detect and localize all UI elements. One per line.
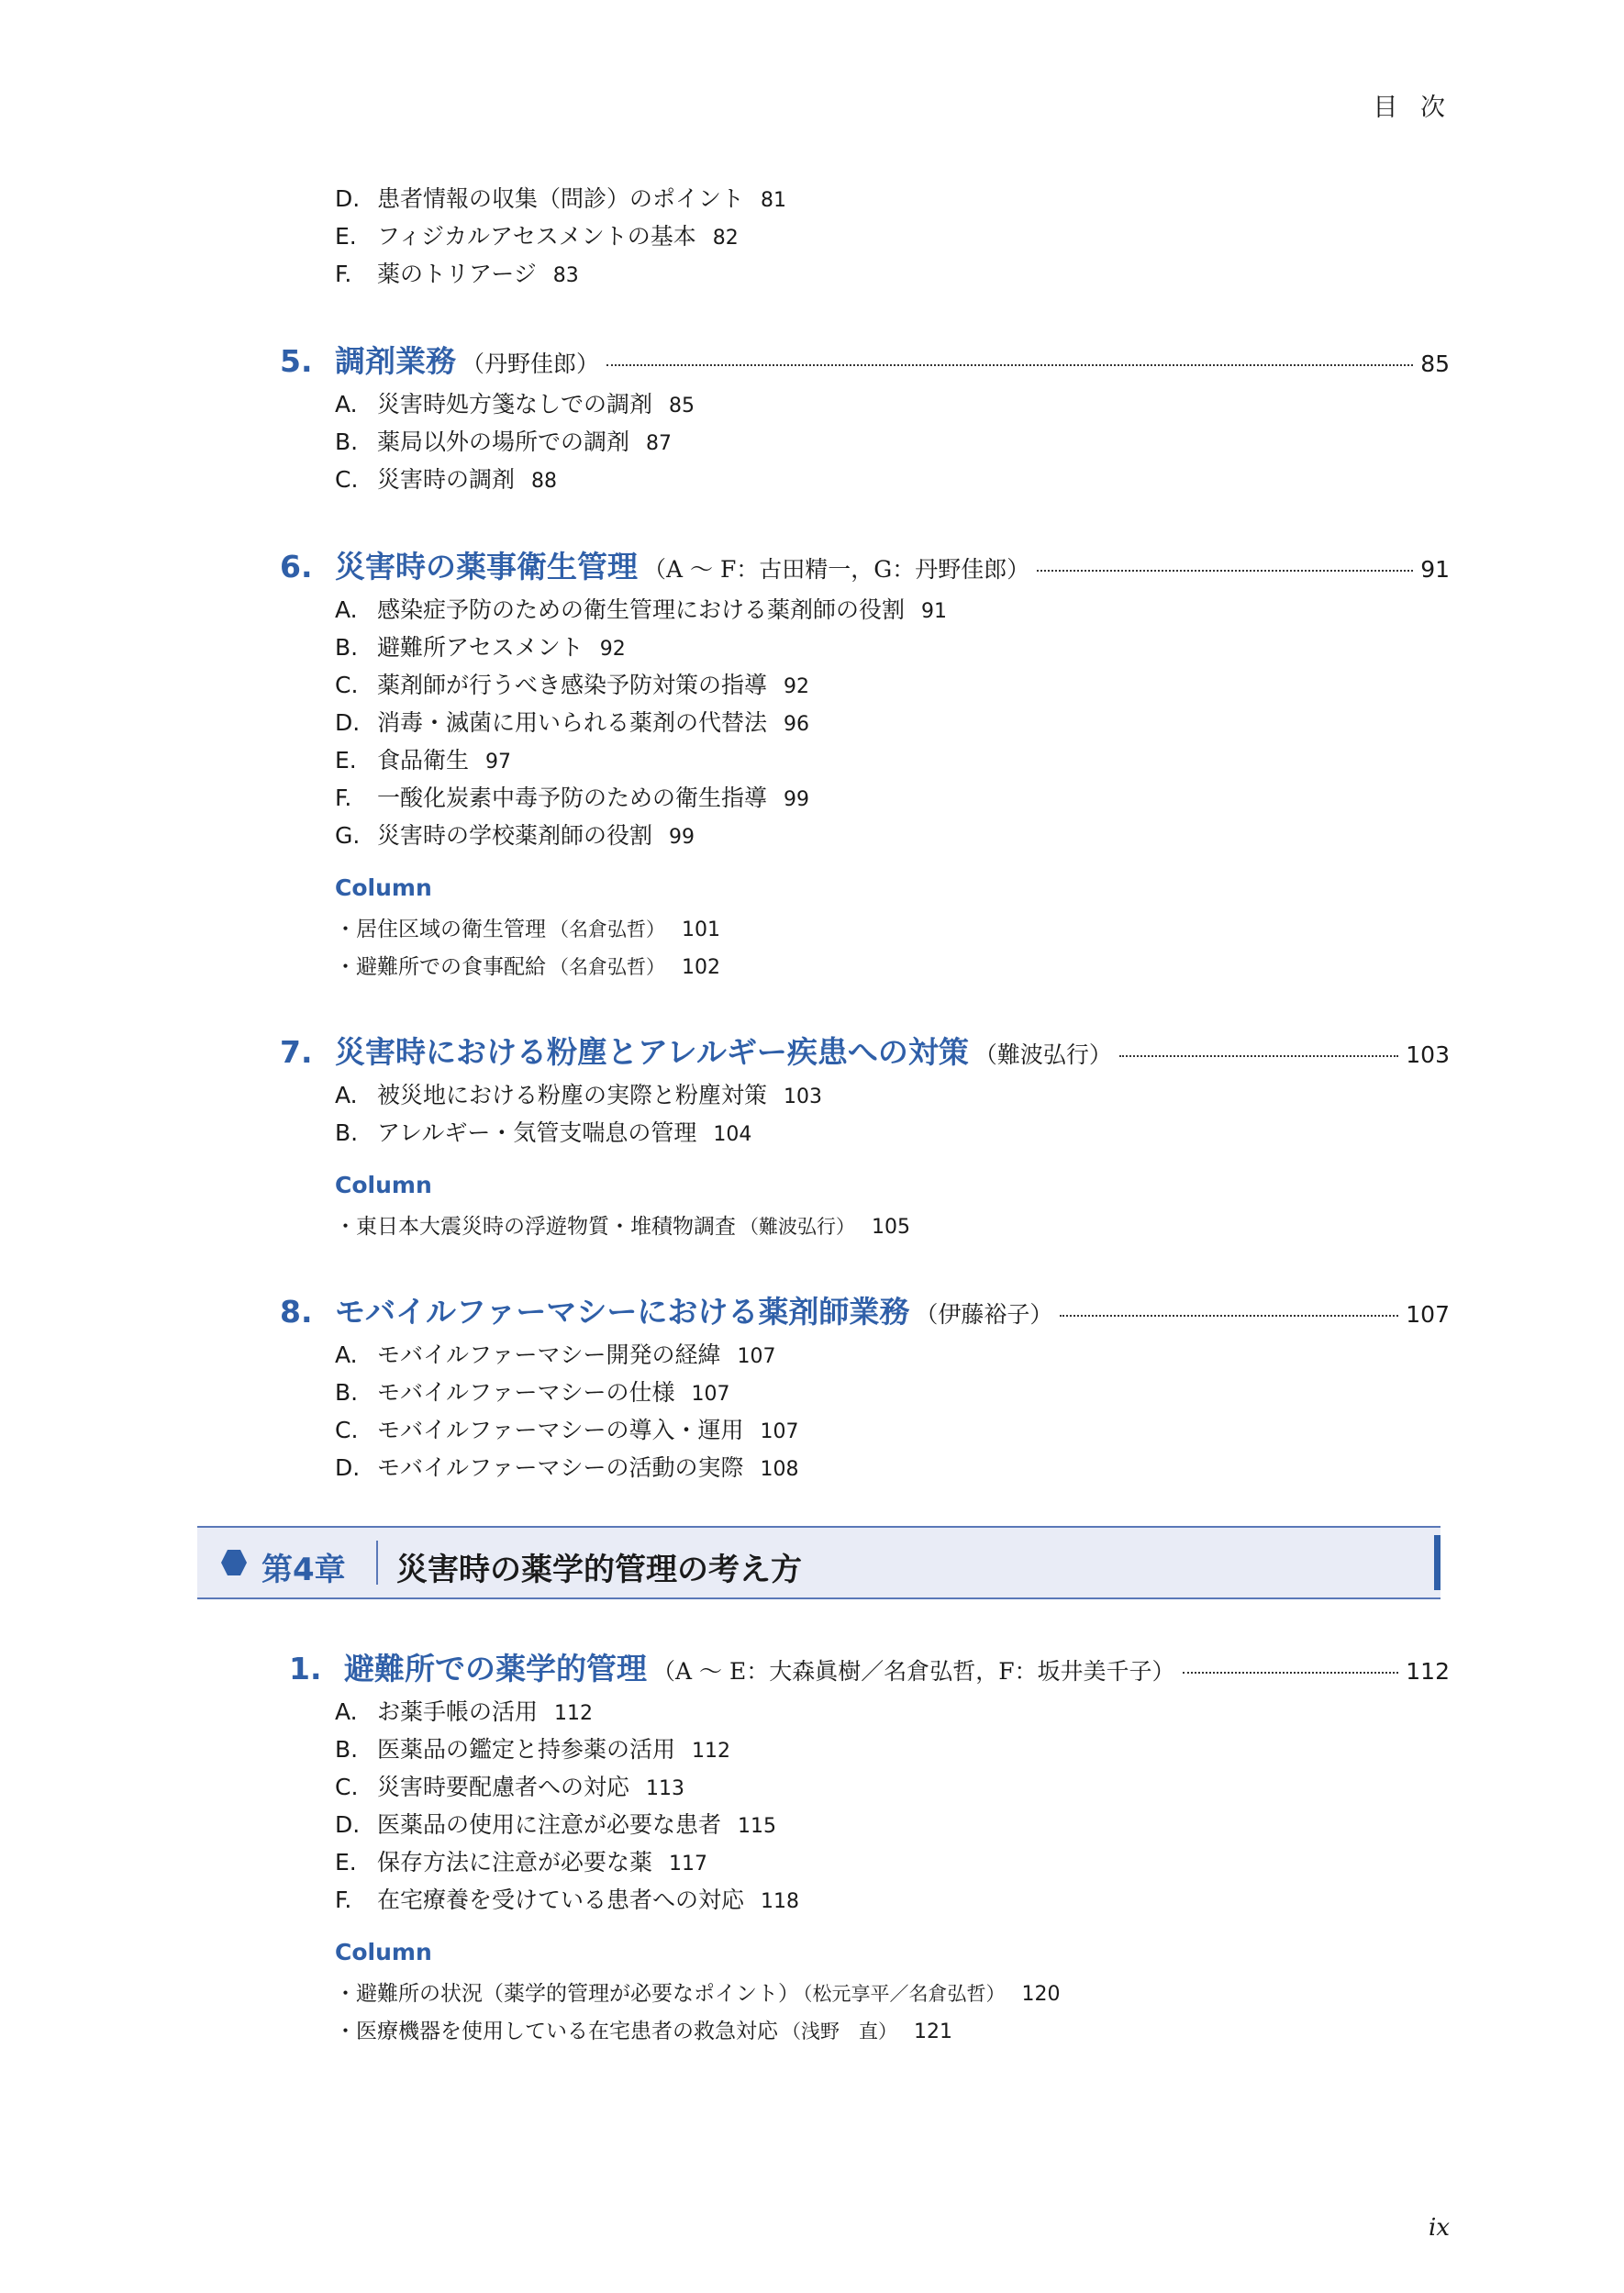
entry-page: 104 <box>713 1123 752 1146</box>
entry-label: A. <box>335 596 358 623</box>
column-item[interactable] <box>335 950 720 980</box>
section-title: 災害時の薬事衛生管理 <box>335 549 638 584</box>
entry-title: モバイルファーマシー開発の経緯 <box>377 1341 721 1368</box>
running-head: 目 次 <box>1373 94 1452 122</box>
section-heading-ch4-1[interactable] <box>289 1645 1450 1688</box>
section-author: （難波弘行） <box>973 1041 1112 1068</box>
entry-label: A. <box>335 391 358 417</box>
toc-entry[interactable] <box>335 598 947 622</box>
column-item-page: 121 <box>914 2020 952 2043</box>
entry-label: D. <box>335 709 361 736</box>
entry-label: A. <box>335 1698 358 1725</box>
column-item-page: 105 <box>872 1216 910 1239</box>
entry-title: 被災地における粉塵の実際と粉塵対策 <box>377 1082 768 1108</box>
entry-label: E. <box>335 223 357 250</box>
hexagon-marker-icon <box>221 1550 247 1575</box>
toc-entry[interactable] <box>335 1813 776 1837</box>
toc-entry[interactable] <box>335 187 786 211</box>
column-heading: Column <box>335 874 432 901</box>
entry-title: 一酸化炭素中毒予防のための衛生指導 <box>377 785 768 811</box>
section-page: 103 <box>1406 1041 1450 1068</box>
toc-entry[interactable] <box>335 393 695 417</box>
column-item[interactable] <box>335 2014 952 2044</box>
entry-title: 食品衛生 <box>377 747 470 774</box>
section-number: 5. <box>280 343 313 379</box>
page-number: ix <box>1429 2214 1450 2242</box>
toc-entry[interactable] <box>335 1419 799 1442</box>
entry-label: E. <box>335 1849 357 1876</box>
entry-label: A. <box>335 1082 358 1108</box>
entry-title: モバイルファーマシーの仕様 <box>377 1379 675 1406</box>
entry-page: 118 <box>761 1890 800 1913</box>
column-item-page: 102 <box>682 956 720 979</box>
entry-label: F. <box>335 785 352 811</box>
toc-entry[interactable] <box>335 824 695 848</box>
section-number: 1. <box>289 1651 322 1686</box>
entry-label: B. <box>335 1119 359 1146</box>
entry-page: 107 <box>691 1383 730 1406</box>
entry-label: E. <box>335 747 357 774</box>
toc-entry[interactable] <box>335 749 511 773</box>
entry-title: 保存方法に注意が必要な薬 <box>377 1849 653 1876</box>
entry-title: 避難所アセスメント <box>377 634 584 661</box>
column-item-title: ・避難所での食事配給 <box>335 955 546 979</box>
entry-page: 92 <box>599 638 626 661</box>
entry-title: 災害時処方箋なしでの調剤 <box>377 391 653 417</box>
entry-page: 99 <box>784 788 810 811</box>
entry-title: フィジカルアセスメントの基本 <box>377 223 696 250</box>
toc-entry[interactable] <box>335 673 809 697</box>
entry-title: 患者情報の収集（問診）のポイント <box>377 185 745 212</box>
entry-title: 薬のトリアージ <box>377 261 537 287</box>
chapter-number: 第4章 <box>261 1552 346 1588</box>
entry-label: C. <box>335 1774 359 1800</box>
column-item[interactable] <box>335 1209 910 1240</box>
section-heading-8[interactable] <box>280 1288 1450 1331</box>
entry-title: 薬剤師が行うべき感染予防対策の指導 <box>377 672 768 698</box>
chapter-heading-bar[interactable] <box>197 1526 1440 1599</box>
entry-label: G. <box>335 822 361 849</box>
section-number: 7. <box>280 1034 313 1070</box>
column-item-title: ・避難所の状況（薬学的管理が必要なポイント） <box>335 1982 799 2006</box>
entry-title: 医薬品の使用に注意が必要な患者 <box>377 1811 722 1838</box>
section-number: 8. <box>280 1294 313 1330</box>
column-item-author: （名倉弘哲） <box>550 918 665 941</box>
entry-title: 災害時要配慮者への対応 <box>377 1774 630 1800</box>
entry-title: 感染症予防のための衛生管理における薬剤師の役割 <box>377 596 906 623</box>
toc-entry[interactable] <box>335 1775 684 1799</box>
entry-title: 災害時の学校薬剤師の役割 <box>377 822 653 849</box>
chapter-end-bar <box>1434 1535 1440 1590</box>
toc-entry[interactable] <box>335 1084 822 1108</box>
entry-title: アレルギー・気管支喘息の管理 <box>377 1119 697 1146</box>
entry-title: モバイルファーマシーの活動の実際 <box>377 1454 744 1481</box>
column-item[interactable] <box>335 912 720 942</box>
entry-label: D. <box>335 1454 361 1481</box>
column-heading: Column <box>335 1939 432 1965</box>
section-title: 調剤業務 <box>335 343 456 379</box>
entry-label: C. <box>335 672 359 698</box>
section-author: （A ～ F：古田精一，G：丹野佳郎） <box>643 556 1030 583</box>
column-item-title: ・医療機器を使用している在宅患者の救急対応 <box>335 2020 778 2043</box>
column-item-author: （浅野 直） <box>782 2020 897 2043</box>
entry-label: C. <box>335 466 359 493</box>
toc-entry[interactable] <box>335 1343 776 1367</box>
toc-entry[interactable] <box>335 1700 593 1724</box>
entry-label: A. <box>335 1341 358 1368</box>
toc-entry[interactable] <box>335 1888 799 1912</box>
entry-label: B. <box>335 634 359 661</box>
entry-title: お薬手帳の活用 <box>377 1698 539 1725</box>
entry-title: 災害時の調剤 <box>377 466 516 493</box>
entry-page: 112 <box>554 1702 594 1725</box>
section-title: モバイルファーマシーにおける薬剤師業務 <box>335 1294 910 1330</box>
leader-dots <box>1037 570 1413 572</box>
entry-page: 81 <box>761 189 787 212</box>
leader-dots <box>1060 1315 1398 1317</box>
section-heading-5[interactable] <box>280 338 1450 381</box>
entry-page: 107 <box>737 1345 776 1368</box>
entry-page: 91 <box>921 600 948 623</box>
entry-page: 108 <box>760 1458 799 1481</box>
column-item-title: ・居住区域の衛生管理 <box>335 918 546 941</box>
entry-title: モバイルファーマシーの導入・運用 <box>377 1417 744 1443</box>
column-item-page: 101 <box>682 918 720 941</box>
entry-page: 82 <box>712 227 739 250</box>
entry-page: 112 <box>692 1740 731 1763</box>
entry-page: 97 <box>485 751 512 774</box>
toc-entry[interactable] <box>335 1121 751 1145</box>
column-item-title: ・東日本大震災時の浮遊物質・堆積物調査 <box>335 1215 736 1239</box>
column-item-author: （難波弘行） <box>740 1216 855 1238</box>
toc-entry[interactable] <box>335 786 809 810</box>
toc-entry[interactable] <box>335 636 626 660</box>
section-page: 107 <box>1406 1301 1450 1328</box>
toc-entry[interactable] <box>335 1851 707 1875</box>
leader-dots <box>606 364 1413 366</box>
entry-page: 99 <box>669 826 695 849</box>
section-page: 85 <box>1420 351 1450 377</box>
entry-label: F. <box>335 261 352 287</box>
toc-entry[interactable] <box>335 711 809 735</box>
entry-title: 消毒・滅菌に用いられる薬剤の代替法 <box>377 709 768 736</box>
entry-title: 在宅療養を受けている患者への対応 <box>377 1887 745 1913</box>
toc-entry[interactable] <box>335 468 557 492</box>
entry-label: B. <box>335 429 359 455</box>
toc-entry[interactable] <box>335 225 739 249</box>
toc-entry[interactable] <box>335 262 579 286</box>
toc-entry[interactable] <box>335 1456 799 1480</box>
entry-page: 96 <box>784 713 810 736</box>
section-author: （A ～ E：大森眞樹／名倉弘哲，F：坂井美千子） <box>652 1658 1175 1685</box>
column-item[interactable] <box>335 1976 1061 2007</box>
chapter-divider <box>376 1541 378 1585</box>
chapter-title: 災害時の薬学的管理の考え方 <box>396 1552 802 1588</box>
entry-label: B. <box>335 1379 359 1406</box>
leader-dots <box>1119 1055 1398 1057</box>
column-item-author: （松元享平／名倉弘哲） <box>803 1983 1006 2005</box>
entry-page: 83 <box>552 264 579 287</box>
section-title: 避難所での薬学的管理 <box>344 1651 647 1686</box>
column-item-author: （名倉弘哲） <box>550 956 665 978</box>
section-page: 112 <box>1406 1658 1450 1685</box>
entry-label: D. <box>335 185 361 212</box>
section-heading-7[interactable] <box>280 1029 1450 1072</box>
section-title: 災害時における粉塵とアレルギー疾患への対策 <box>335 1034 969 1070</box>
section-author: （丹野佳郎） <box>462 351 600 377</box>
entry-label: C. <box>335 1417 359 1443</box>
leader-dots <box>1183 1672 1399 1674</box>
entry-label: D. <box>335 1811 361 1838</box>
section-number: 6. <box>280 549 313 584</box>
entry-title: 薬局以外の場所での調剤 <box>377 429 630 455</box>
entry-page: 103 <box>784 1085 823 1108</box>
entry-label: F. <box>335 1887 352 1913</box>
toc-entry[interactable] <box>335 1381 730 1405</box>
section-author: （伊藤裕子） <box>915 1301 1053 1328</box>
column-item-page: 120 <box>1021 1983 1061 2006</box>
entry-page: 85 <box>669 395 695 417</box>
entry-page: 115 <box>738 1815 777 1838</box>
entry-title: 医薬品の鑑定と持参薬の活用 <box>377 1736 676 1763</box>
entry-page: 87 <box>646 432 673 455</box>
section-heading-6[interactable] <box>280 543 1450 586</box>
entry-page: 88 <box>531 470 558 493</box>
entry-page: 92 <box>784 675 810 698</box>
entry-page: 113 <box>646 1777 685 1800</box>
toc-entry[interactable] <box>335 430 672 454</box>
toc-entry[interactable] <box>335 1738 730 1762</box>
entry-label: B. <box>335 1736 359 1763</box>
column-heading: Column <box>335 1172 432 1198</box>
section-page: 91 <box>1420 556 1450 583</box>
entry-page: 107 <box>760 1420 799 1443</box>
entry-page: 117 <box>669 1853 708 1876</box>
